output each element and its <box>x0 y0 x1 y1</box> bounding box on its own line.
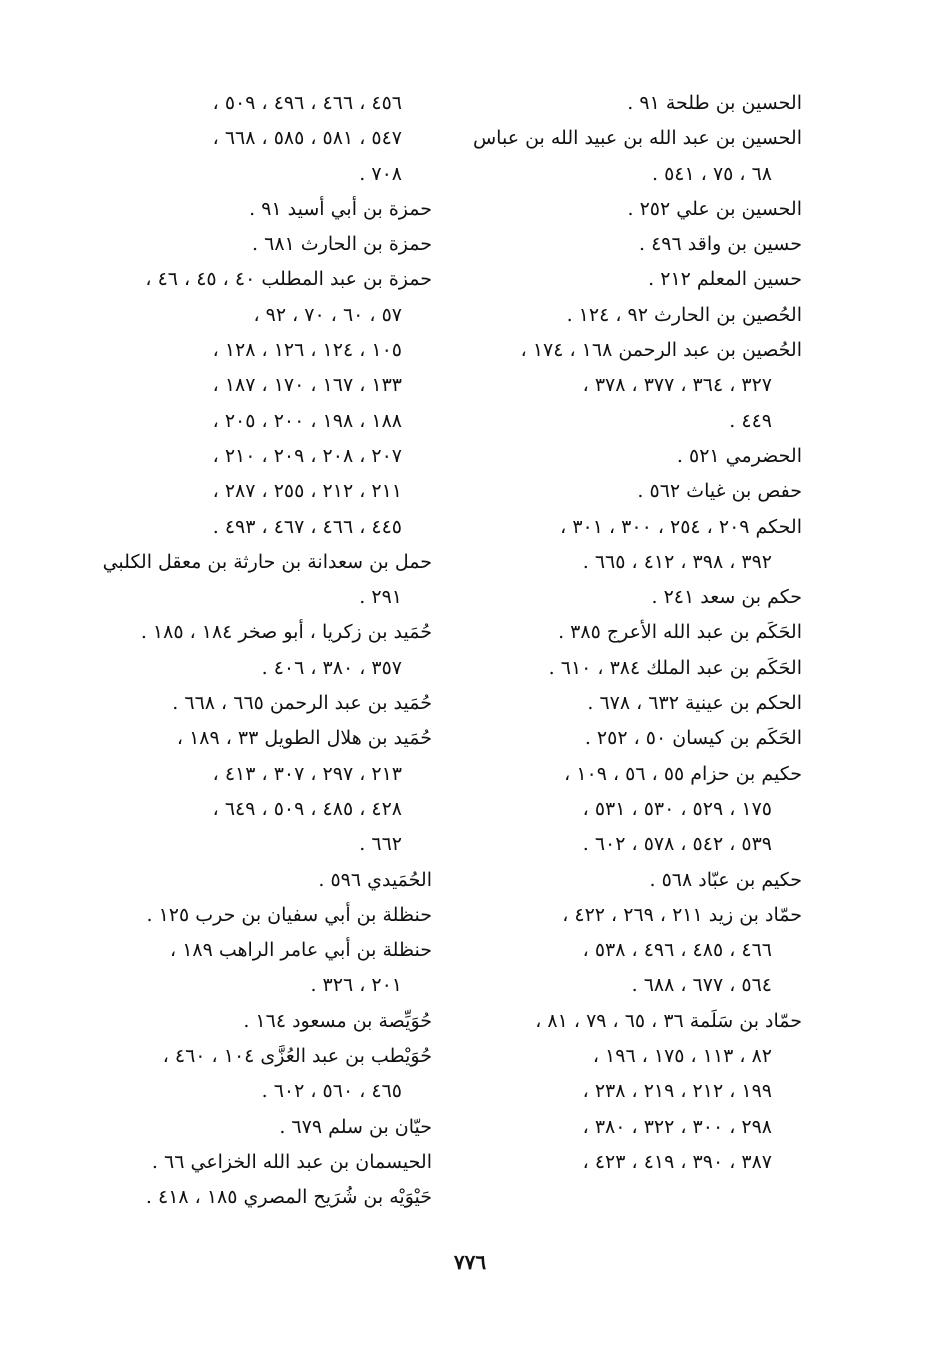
index-entry-continuation: ٤٦٦ ، ٤٨٥ ، ٤٩٦ ، ٥٣٨ ، <box>582 939 772 962</box>
index-entry-continuation: ٢٠٧ ، ٢٠٨ ، ٢٠٩ ، ٢١٠ ، <box>212 444 402 467</box>
index-entry: حمزة بن عبد المطلب ٤٠ ، ٤٥ ، ٤٦ ، <box>145 268 432 291</box>
index-entry-continuation: ١٠٥ ، ١٢٤ ، ١٢٦ ، ١٢٨ ، <box>212 339 402 362</box>
index-entry: حكم بن سعد ٢٤١ . <box>651 586 802 609</box>
index-entry: حمّاد بن زيد ٢١١ ، ٢٦٩ ، ٤٢٢ ، <box>562 903 802 926</box>
index-entry-continuation: ٢٠١ ، ٣٢٦ . <box>310 974 402 997</box>
index-entry: الحَكَم بن عبد الله الأعرج ٣٨٥ . <box>558 621 802 644</box>
index-entry: الحَكَم بن عبد الملك ٣٨٤ ، ٦١٠ . <box>548 656 802 679</box>
index-entry-continuation: ٢١١ ، ٢١٢ ، ٢٥٥ ، ٢٨٧ ، <box>212 480 402 503</box>
index-entry: حُمَيد بن زكريا ، أبو صخر ١٨٤ ، ١٨٥ . <box>140 621 432 644</box>
index-entry-continuation: ١٣٣ ، ١٦٧ ، ١٧٠ ، ١٨٧ ، <box>212 374 402 397</box>
index-entry: الحيسمان بن عبد الله الخزاعي ٦٦ . <box>151 1150 432 1173</box>
index-entry: الحُصين بن الحارث ٩٢ ، ١٢٤ . <box>566 303 802 326</box>
index-entry-continuation: ٢٩١ . <box>359 586 402 609</box>
index-entry: حُوَيْطب بن عبد العُزَّى ١٠٤ ، ٤٦٠ ، <box>162 1045 432 1068</box>
index-entry-continuation: ٣٥٧ ، ٣٨٠ ، ٤٠٦ . <box>261 656 402 679</box>
index-entry: حُمَيد بن عبد الرحمن ٦٦٥ ، ٦٦٨ . <box>172 692 432 715</box>
index-entry: الحسين بن عبد الله بن عبيد الله بن عباس <box>472 127 802 150</box>
index-entry: حنظلة بن أبي عامر الراهب ١٨٩ ، <box>170 939 432 962</box>
index-entry-continuation: ٣٨٧ ، ٣٩٠ ، ٤١٩ ، ٤٢٣ ، <box>582 1150 772 1173</box>
index-entry: حيّان بن سلم ٦٧٩ . <box>279 1115 432 1138</box>
index-entry: حمل بن سعدانة بن حارثة بن معقل الكلبي <box>102 550 432 573</box>
index-entry: حمزة بن الحارث ٦٨١ . <box>252 233 432 256</box>
index-entry: حكيم بن عبّاد ٥٦٨ . <box>649 868 802 891</box>
index-entry-continuation: ١٨٨ ، ١٩٨ ، ٢٠٠ ، ٢٠٥ ، <box>212 409 402 432</box>
index-entry-continuation: ٣٩٢ ، ٣٩٨ ، ٤١٢ ، ٦٦٥ . <box>582 550 772 573</box>
index-entry-continuation: ٦٨ ، ٧٥ ، ٥٤١ . <box>652 162 772 185</box>
index-entry-continuation: ٤٤٥ ، ٤٦٦ ، ٤٦٧ ، ٤٩٣ . <box>212 515 402 538</box>
index-entry-continuation: ٨٢ ، ١١٣ ، ١٧٥ ، ١٩٦ ، <box>592 1045 772 1068</box>
index-entry: حكيم بن حزام ٥٥ ، ٥٦ ، ١٠٩ ، <box>564 762 802 785</box>
index-entry-continuation: ٥٧ ، ٦٠ ، ٧٠ ، ٩٢ ، <box>253 303 402 326</box>
index-entry: حفص بن غياث ٥٦٢ . <box>637 480 802 503</box>
index-entry-continuation: ٤٦٥ ، ٥٦٠ ، ٦٠٢ . <box>261 1080 402 1103</box>
index-entry-continuation: ١٩٩ ، ٢١٢ ، ٢١٩ ، ٢٣٨ ، <box>582 1080 772 1103</box>
index-entry-continuation: ٥٦٤ ، ٦٧٧ ، ٦٨٨ . <box>631 974 772 997</box>
index-entry: الحسين بن طلحة ٩١ . <box>627 92 802 114</box>
index-entry: حُمَيد بن هلال الطويل ٣٣ ، ١٨٩ ، <box>176 727 432 750</box>
index-entry-continuation: ٥٤٧ ، ٥٨١ ، ٥٨٥ ، ٦٦٨ ، <box>212 127 402 150</box>
index-entry: الحكم ٢٠٩ ، ٢٥٤ ، ٣٠٠ ، ٣٠١ ، <box>560 515 802 538</box>
index-column-left <box>92 86 432 1216</box>
index-entry: حسين بن واقد ٤٩٦ . <box>639 233 802 256</box>
index-entry-continuation: ٤٥٦ ، ٤٦٦ ، ٤٩٦ ، ٥٠٩ ، <box>212 92 402 114</box>
page-number: ٧٧٦ <box>453 1250 487 1274</box>
index-entry-continuation: ٢٩٨ ، ٣٠٠ ، ٣٢٢ ، ٣٨٠ ، <box>582 1115 772 1138</box>
index-entry-continuation: ٤٤٩ . <box>729 409 772 432</box>
index-entry: حُوَيِّصة بن مسعود ١٦٤ . <box>243 1009 432 1032</box>
index-entry: الحَكَم بن كيسان ٥٠ ، ٢٥٢ . <box>584 727 802 750</box>
index-entry: حنظلة بن أبي سفيان بن حرب ١٢٥ . <box>146 903 432 926</box>
index-entry: الحكم بن عينية ٦٣٢ ، ٦٧٨ . <box>587 692 802 715</box>
index-entry: حسين المعلم ٢١٢ . <box>648 268 802 291</box>
index-entry-continuation: ٧٠٨ . <box>359 162 402 185</box>
index-entry-continuation: ٥٣٩ ، ٥٤٢ ، ٥٧٨ ، ٦٠٢ . <box>582 833 772 856</box>
index-entry-continuation: ٢١٣ ، ٢٩٧ ، ٣٠٧ ، ٤١٣ ، <box>212 762 402 785</box>
index-entry-continuation: ٣٢٧ ، ٣٦٤ ، ٣٧٧ ، ٣٧٨ ، <box>582 374 772 397</box>
index-entry: الحُمَيدي ٥٩٦ . <box>318 868 432 891</box>
index-entry: الحُصين بن عبد الرحمن ١٦٨ ، ١٧٤ ، <box>520 339 802 362</box>
index-entry-continuation: ٤٢٨ ، ٤٨٥ ، ٥٠٩ ، ٦٤٩ ، <box>212 797 402 820</box>
index-entry-continuation: ٦٦٢ . <box>359 833 402 856</box>
index-entry-continuation: ١٧٥ ، ٥٢٩ ، ٥٣٠ ، ٥٣١ ، <box>582 797 772 820</box>
index-entry: حمزة بن أبي أسيد ٩١ . <box>249 197 432 220</box>
index-entry: الحسين بن علي ٢٥٢ . <box>627 197 802 220</box>
index-column-right <box>462 86 802 1180</box>
index-entry: حَيْوَيْه بن شُرَيح المصري ١٨٥ ، ٤١٨ . <box>145 1186 432 1209</box>
index-entry: حمّاد بن سَلَمة ٣٦ ، ٦٥ ، ٧٩ ، ٨١ ، <box>535 1009 802 1032</box>
index-entry: الحضرمي ٥٢١ . <box>676 444 802 467</box>
